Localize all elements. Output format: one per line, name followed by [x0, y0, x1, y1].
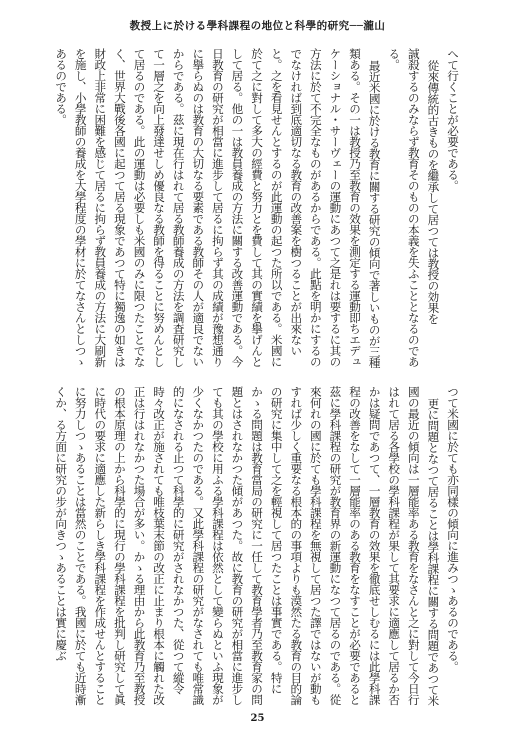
lower-text-column: [52, 386, 462, 706]
paragraph: 從來傳統的古きものを繼承して居つては教授の効果を: [426, 59, 441, 324]
running-head: 教授上に於ける學科課程の地位と科學的研究──瀧山: [129, 20, 386, 32]
paragraph: 最近米國に於ける教育に關する研究の傾向で著しいものが三種類ある。その一は教授乃至教育の效果を測定する運動即ちエデュケーショナル・サーヴェーの運動にあつて之是れは要するに其の方法に於て不完全なものがあるからである。此點を明かにするのでなければ到底適切なる教育の改善案を樹つることが出來ないと。之を看見せんとするのが此運動の起つた所以である。米國に於て之に對して多大の經費と努力とを費して其の實績を擧げんとして居る。他の一は教員養成の方法に關する改善運動である。今日教育の研究が相當に進步して居るに拘らず其の成績が豫想通りに擧らぬのは教育の大切なる要素である教師その人が適良でないからである。茲に現在行はれて居る教師養成の方法を調査研究して一層之を向上發達せしめ優良なる教師を得ることに努めんとして居るのである。此の運動は必要しも米國のみに限つたことでなく、世界大戰後各國に起つて居る現象であつて特に獨逸の如きは財政上非常に困難を感じて居るに拘らず教員養成の方法に大刷新を施し、小學教師の養成を大學程度の學材に於てなさんとしつゝあるのである。: [54, 48, 382, 368]
paragraph: 誠殺するのみならず教育そのものの本義を失ふこととなるのである。: [387, 48, 421, 367]
paragraph: つて米國に於ても亦同樣の傾向に進みつゝあるのである。: [446, 386, 460, 672]
page-number: 25: [250, 713, 265, 724]
upper-text-column: [52, 48, 462, 368]
paragraph: へて行くことが必要である。: [446, 48, 460, 191]
paragraph: 更に問題となつて居ることは學科課程に關する問題であつて米國の最近の傾向は一層能率ある教育をなさんと之に對して今日行はれて居る各學校の學科課程が果して其要求に適應して居るか否かは疑問であつて、一層教育の效果を徹底せしむるには此學科課程の改善をなして一層能率のある教育をなすことが必要であると茲に學科課程の研究が教育界の新運動になつて居るのである。從來何れの國に於ても學科課程を無視して居つた譯ではないが動もすれば少しく重要なる根本的の事項よりも漠然たる教育の目的論の研究に集中して之を輕視して居つたことは事實である。特にかゝる問題は教育當局の研究に一任して教育學者乃至教育家の問題とはされなかつた傾があつた。故に教育の研究が相當に進步しても其の學校に用ふる學科課程は依然として變らぬといふ現象が少くなかつたのである。又此學科課程の研究がなされても唯常識的になされる止つて科學的に研究がされなかつた、從つて縱令時々改正が施されても唯枝葉末節の改正に止まり根本に觸れた改正は行はれなかつた場合が多い。かゝる理由から此教育乃至教授の根本原理の上から科學的に現行の學科課程を批判し研究して眞に時代の要求に適應した新らしき學科課程を作成せんとすることに努力しつゝあることは當然のことである。我國に於ても近時漸くか、る方面に研究の步が向きつゝあることは實に慶ぶ: [54, 386, 441, 706]
